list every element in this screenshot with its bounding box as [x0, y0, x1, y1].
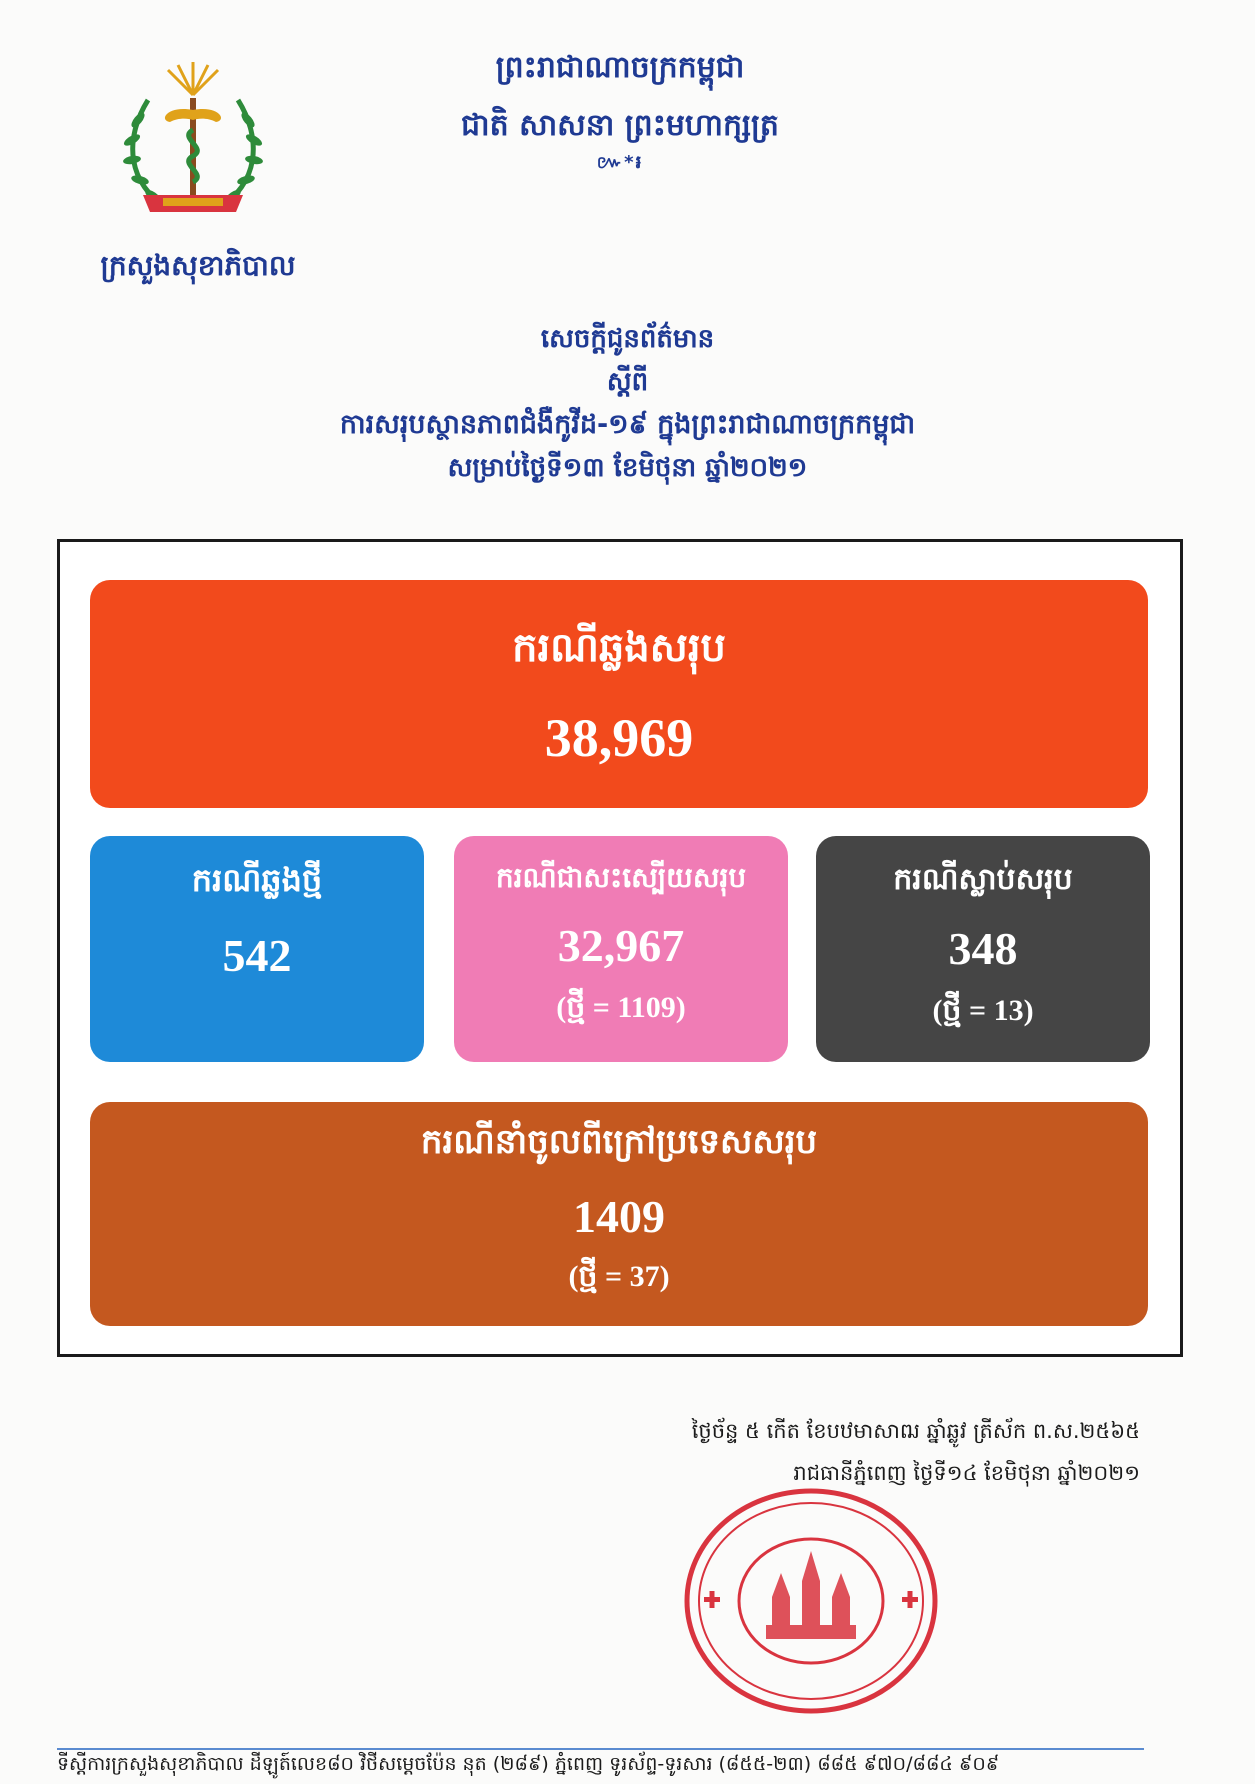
title-date: សម្រាប់ថ្ងៃទី១៣ ខែមិថុនា ឆ្នាំ២០២១	[447, 453, 808, 483]
national-motto: ជាតិ សាសនា ព្រះមហាក្សត្រ	[461, 108, 779, 143]
recovered-label: ករណីជាសះស្បើយសរុប	[495, 861, 747, 894]
deaths-card	[816, 836, 1150, 1062]
deaths-new: (ថ្មី = 13)	[932, 994, 1034, 1027]
imported-label: ករណីនាំចូលពីក្រៅប្រទេសសរុប	[420, 1122, 818, 1162]
total-cases-label: ករណីឆ្លងសរុប	[512, 625, 726, 671]
ministry-name: ក្រសួងសុខាភិបាល	[100, 249, 296, 282]
new-cases-card	[90, 836, 424, 1062]
recovered-new: (ថ្មី = 1109)	[556, 991, 686, 1024]
total-cases-value: 38,969	[544, 708, 694, 768]
kingdom-heading: ព្រះរាជាណាចក្រកម្ពុជា	[495, 50, 745, 85]
official-seal-icon	[680, 1485, 942, 1717]
title-subject: ការសរុបស្ថានភាពជំងឺកូវីដ-១៩ ក្នុងព្រះរាជាណាចក្រកម្ពុជា	[339, 409, 916, 440]
recovered-value: 32,967	[557, 920, 685, 971]
new-cases-label: ករណីឆ្លងថ្មី	[191, 861, 323, 899]
recovered-card	[454, 836, 788, 1062]
press-release-title: សេចក្តីជូនព័ត៌មាន	[540, 324, 715, 354]
deaths-value: 348	[948, 923, 1018, 974]
deaths-label: ករណីស្លាប់សរុប	[893, 862, 1073, 897]
imported-new: (ថ្មី = 37)	[568, 1260, 670, 1293]
footer-divider	[57, 1748, 1144, 1750]
solar-date: រាជធានីភ្នំពេញ ថ្ងៃទី១៤ ខែមិថុនា ឆ្នាំ២០២១	[793, 1461, 1140, 1485]
lunar-date: ថ្ងៃច័ន្ទ ៥ កើត ខែបឋមាសាឍ ឆ្នាំឆ្លូវ ត្រីស័ក ព.ស.២៥៦៥	[691, 1419, 1140, 1443]
title-about: ស្តីពី	[606, 367, 649, 397]
imported-cases-card	[90, 1102, 1148, 1326]
total-cases-card	[90, 580, 1148, 808]
footer-address: ទីស្តីការក្រសួងសុខាភិបាល ដីឡូត៍លេខ៨០ វិថីសម្តេចប៉ែន នុត (២៨៩) ភ្នំពេញ ទូរស័ព្ទ-ទូរសារ (៨៥៥-២៣) ៨៨៥ ៩៧០/៨៨៤ ៩០៩	[57, 1753, 1000, 1775]
new-cases-value: 542	[222, 930, 292, 981]
imported-value: 1409	[573, 1191, 665, 1242]
ornament-divider: ៚*៛	[596, 152, 644, 173]
